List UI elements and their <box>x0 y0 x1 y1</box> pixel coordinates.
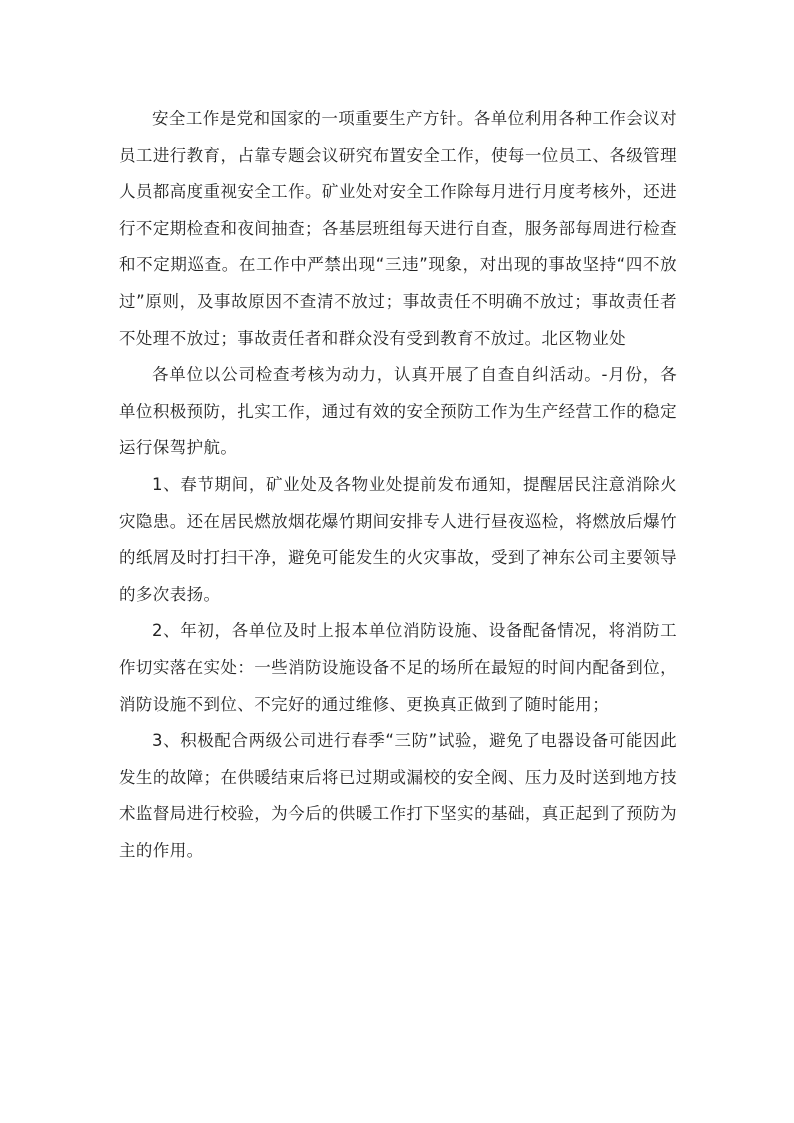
document-body <box>119 101 677 869</box>
paragraph-item-spring-festival: 1、春节期间，矿业处及各物业处提前发布通知，提醒居民注意消除火灾隐患。还在居民燃放烟花爆竹期间安排专人进行昼夜巡检，将燃放后爆竹的纸屑及时打扫干净，避免可能发生的火灾事故，受到了神东公司主要领导的多次表扬。 <box>119 474 677 604</box>
paragraph-self-inspection: 各单位以公司检查考核为动力，认真开展了自查自纠活动。-月份，各单位积极预防，扎实工作，通过有效的安全预防工作为生产经营工作的稳定运行保驾护航。 <box>119 365 677 458</box>
paragraph-item-fire-facilities: 2、年初，各单位及时上报本单位消防设施、设备配备情况，将消防工作切实落在实处：一些消防设施设备不足的场所在最短的时间内配备到位，消防设施不到位、不完好的通过维修、更换真正做到了随时能用； <box>119 621 677 714</box>
paragraph-item-three-prevention: 3、积极配合两级公司进行春季“三防”试验，避免了电器设备可能因此发生的故障；在供暖结束后将已过期或漏校的安全阀、压力及时送到地方技术监督局进行校验，为今后的供暖工作打下坚实的基础，真正起到了预防为主的作用。 <box>119 731 677 860</box>
paragraph-safety-policy: 安全工作是党和国家的一项重要生产方针。各单位利用各种工作会议对员工进行教育，占靠专题会议研究布置安全工作，使每一位员工、各级管理人员都高度重视安全工作。矿业处对安全工作除每月进行月度考核外，还进行不定期检查和夜间抽查；各基层班组每天进行自查，服务部每周进行检查和不定期巡查。在工作中严禁出现“三违”现象，对出现的事故坚持“四不放过”原则，及事故原因不查清不放过；事故责任不明确不放过；事故责任者不处理不放过；事故责任者和群众没有受到教育不放过。北区物业处 <box>119 109 677 348</box>
